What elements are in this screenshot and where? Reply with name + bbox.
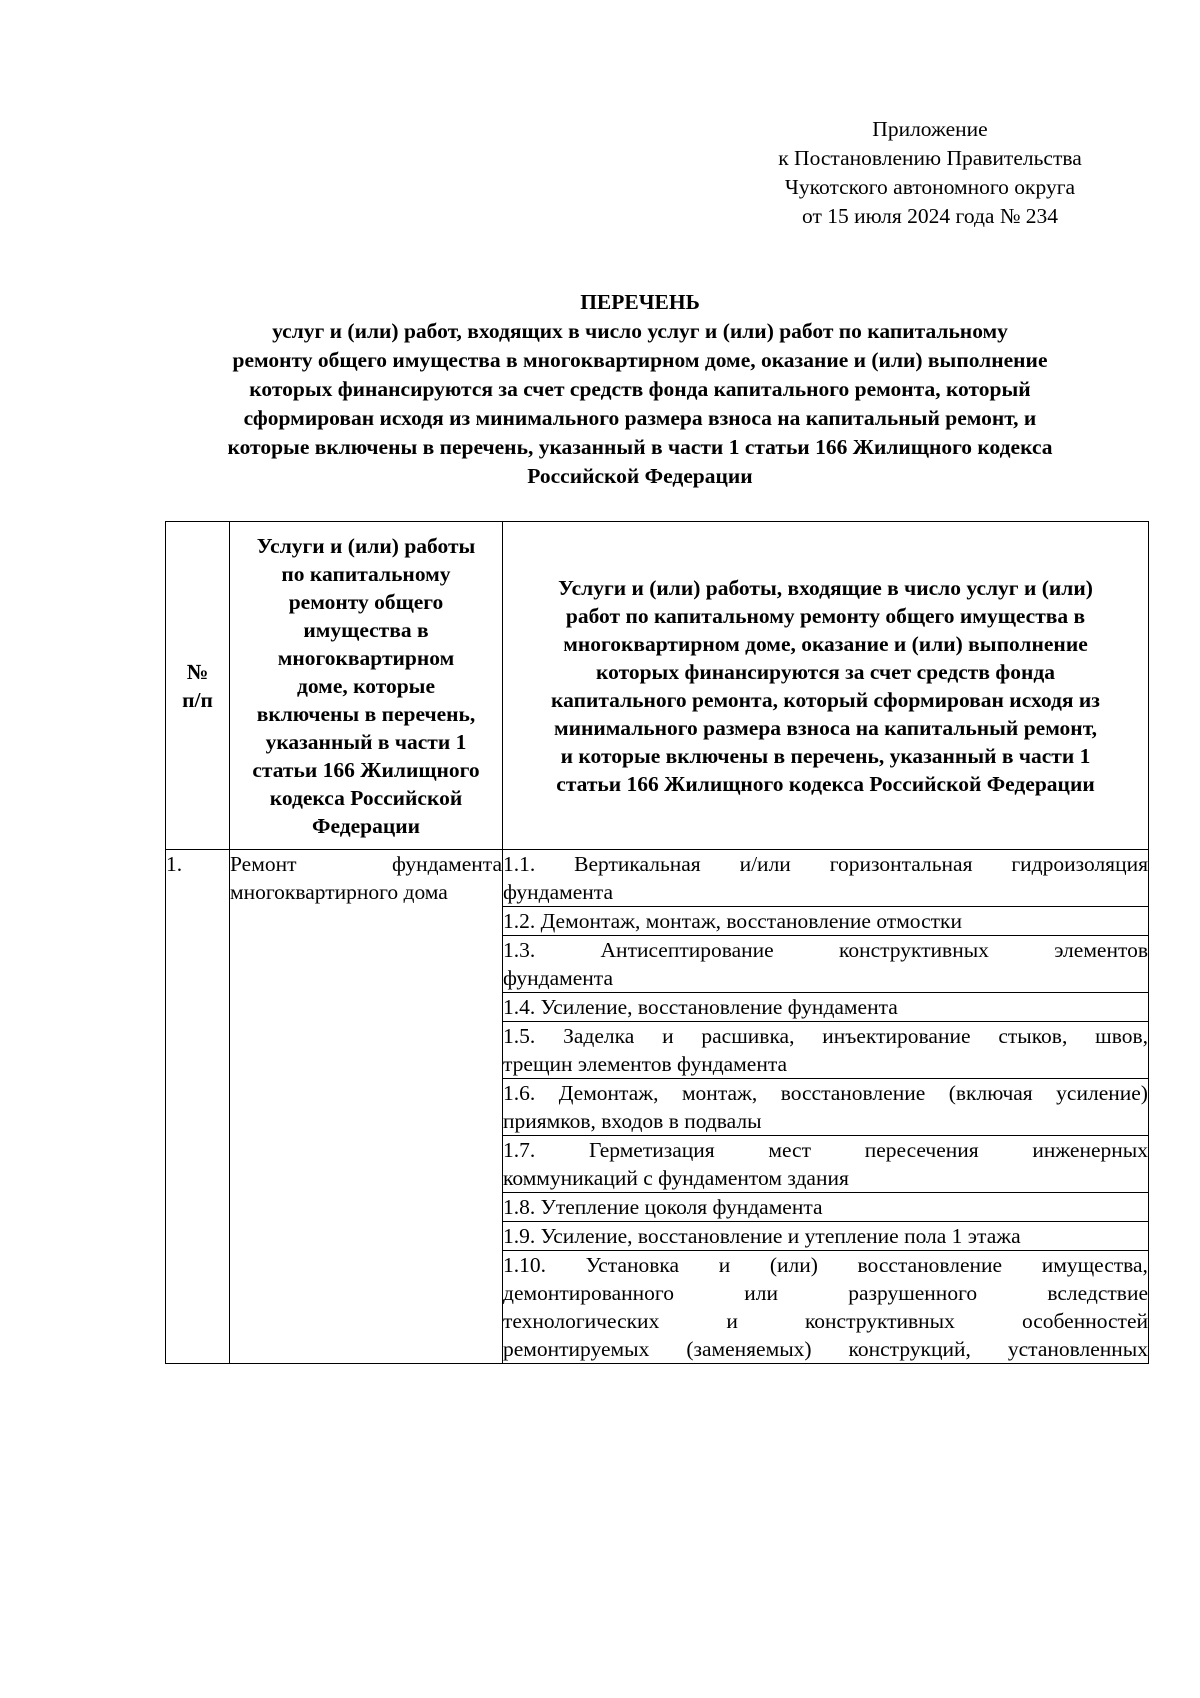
item-word: Установка <box>585 1253 680 1277</box>
item-line <box>503 907 1148 935</box>
document-title <box>160 288 1120 491</box>
header-number <box>166 522 230 850</box>
item-word: 1.10. <box>503 1253 546 1277</box>
item-word: (включая <box>948 1081 1033 1105</box>
title-line: Российской Федерации <box>527 464 753 488</box>
item-word: инженерных <box>1032 1138 1148 1162</box>
sub-work-item <box>503 1222 1149 1251</box>
header-line: работ по капитальному ремонту общего имущества в <box>565 603 1086 628</box>
item-line <box>503 936 1148 964</box>
title-line: ремонту общего имущества в многоквартирном доме, оказание и (или) выполнение <box>232 348 1048 372</box>
work-category-line <box>230 850 502 878</box>
sub-work-item <box>503 1251 1149 1364</box>
header-line: имущества в <box>303 617 429 642</box>
item-word: 1.8. Утепление цоколя фундамента <box>503 1195 823 1219</box>
item-word: 1.2. Демонтаж, монтаж, восстановление отмостки <box>503 909 962 933</box>
header-line: Услуги и (или) работы, входящие в число услуг и (или) <box>558 575 1093 600</box>
work-word: Ремонт <box>230 852 297 876</box>
item-word: ремонтируемых <box>503 1337 650 1361</box>
appendix-line: к Постановлению Правительства <box>778 146 1082 170</box>
item-line <box>503 1164 1148 1192</box>
table-header-row <box>166 522 1149 850</box>
item-word: фундамента <box>503 880 613 904</box>
item-word: мест <box>768 1138 811 1162</box>
item-line <box>503 964 1148 992</box>
item-word: 1.6. <box>503 1081 536 1105</box>
item-word: швов, <box>1095 1024 1148 1048</box>
item-line <box>503 1251 1148 1279</box>
header-line: п/п <box>182 687 213 712</box>
item-word: 1.1. <box>503 852 536 876</box>
item-line <box>503 993 1148 1021</box>
item-word: фундамента <box>503 966 613 990</box>
item-word: технологических <box>503 1309 660 1333</box>
sub-work-item <box>503 1022 1149 1079</box>
header-line: доме, которые <box>296 673 436 698</box>
header-line: капитального ремонта, который сформирован исходя из <box>551 687 1100 712</box>
item-word: конструктивных <box>838 938 989 962</box>
item-word: расшивка, <box>701 1024 795 1048</box>
row-number-cell <box>166 850 230 1364</box>
title-line: которых финансируются за счет средств фонда капитального ремонта, который <box>249 377 1031 401</box>
header-line: № <box>186 659 209 684</box>
item-line <box>503 1335 1148 1363</box>
sub-work-item <box>503 850 1149 907</box>
item-line <box>503 1022 1148 1050</box>
title-line: которые включены в перечень, указанный в части 1 статьи 166 Жилищного кодекса <box>227 435 1053 459</box>
appendix-block <box>690 115 1170 231</box>
item-word: и <box>726 1309 738 1333</box>
header-line: Услуги и (или) работы <box>256 533 476 558</box>
appendix-line: от 15 июля 2024 года № 234 <box>802 204 1058 228</box>
item-word: конструкций, <box>848 1337 971 1361</box>
item-word: или <box>744 1281 778 1305</box>
work-category-line: многоквартирного дома <box>230 880 448 904</box>
header-line: многоквартирном доме, оказание и (или) выполнение <box>563 631 1088 656</box>
item-line <box>503 1079 1148 1107</box>
item-word: 1.3. <box>503 938 536 962</box>
header-line: многоквартирном <box>277 645 455 670</box>
item-word: элементов <box>1054 938 1148 962</box>
item-word: инъектирование <box>822 1024 971 1048</box>
header-sub-works <box>503 522 1149 850</box>
header-line: которых финансируются за счет средств фонда <box>596 659 1055 684</box>
sub-work-item <box>503 1193 1149 1222</box>
header-line: по капитальному <box>281 561 451 586</box>
item-word: восстановление <box>780 1081 926 1105</box>
work-word: фундамента <box>392 852 502 876</box>
title-line: услуг и (или) работ, входящих в число услуг и (или) работ по капитальному <box>272 319 1008 343</box>
item-word: (или) <box>769 1253 818 1277</box>
item-word: пересечения <box>864 1138 979 1162</box>
item-word: установленных <box>1007 1337 1148 1361</box>
item-word: конструктивных <box>804 1309 955 1333</box>
item-word: демонтированного <box>503 1281 674 1305</box>
header-line: Федерации <box>311 813 420 838</box>
item-line <box>503 1222 1148 1250</box>
services-table <box>165 521 1149 1364</box>
item-word: Заделка <box>563 1024 635 1048</box>
item-word: (заменяемых) <box>686 1337 812 1361</box>
item-word: 1.4. Усиление, восстановление фундамента <box>503 995 898 1019</box>
item-word: вследствие <box>1047 1281 1148 1305</box>
sub-work-item <box>503 936 1149 993</box>
header-work-category <box>230 522 503 850</box>
header-line: и которые включены в перечень, указанный в части 1 <box>560 743 1091 768</box>
header-line: минимального размера взноса на капитальный ремонт, <box>553 715 1098 740</box>
item-line <box>503 850 1148 878</box>
header-line: ремонту общего <box>288 589 444 614</box>
item-word: 1.7. <box>503 1138 536 1162</box>
header-line: статьи 166 Жилищного <box>252 757 480 782</box>
item-word: гидроизоляция <box>1011 852 1148 876</box>
item-word: и/или <box>739 852 791 876</box>
item-word: монтаж, <box>681 1081 758 1105</box>
header-line: статьи 166 Жилищного кодекса Российской Федерации <box>556 771 1095 796</box>
item-word: имущества, <box>1041 1253 1148 1277</box>
item-word: Герметизация <box>588 1138 715 1162</box>
item-line <box>503 1307 1148 1335</box>
item-word: горизонтальная <box>829 852 973 876</box>
row-number: 1. <box>166 852 183 876</box>
item-line <box>503 1050 1148 1078</box>
appendix-line: Чукотского автономного округа <box>784 175 1076 199</box>
sub-work-item <box>503 907 1149 936</box>
item-word: усиление) <box>1056 1081 1148 1105</box>
item-line <box>503 1279 1148 1307</box>
item-word: Вертикальная <box>574 852 701 876</box>
item-line <box>503 878 1148 906</box>
item-line <box>503 1136 1148 1164</box>
item-word: 1.9. Усиление, восстановление и утепление пола 1 этажа <box>503 1224 1021 1248</box>
table-row <box>166 850 1149 907</box>
item-word: стыков, <box>998 1024 1068 1048</box>
header-line: указанный в части 1 <box>265 729 467 754</box>
item-word: 1.5. <box>503 1024 536 1048</box>
sub-work-item <box>503 1079 1149 1136</box>
sub-work-item <box>503 1136 1149 1193</box>
header-line: кодекса Российской <box>269 785 463 810</box>
item-line <box>503 1193 1148 1221</box>
item-word: и <box>718 1253 731 1277</box>
item-word: коммуникаций с фундаментом здания <box>503 1166 849 1190</box>
title-heading: ПЕРЕЧЕНЬ <box>580 290 700 314</box>
header-line: включены в перечень, <box>256 701 476 726</box>
item-word: разрушенного <box>848 1281 978 1305</box>
item-word: Антисептирование <box>600 938 774 962</box>
item-word: особенностей <box>1021 1309 1148 1333</box>
item-word: трещин элементов фундамента <box>503 1052 788 1076</box>
appendix-line: Приложение <box>872 117 988 141</box>
item-line <box>503 1107 1148 1135</box>
item-word: и <box>662 1024 674 1048</box>
item-word: восстановление <box>857 1253 1003 1277</box>
item-word: Демонтаж, <box>558 1081 659 1105</box>
item-word: приямков, входов в подвалы <box>503 1109 762 1133</box>
title-line: сформирован исходя из минимального размера взноса на капитальный ремонт, и <box>243 406 1037 430</box>
sub-work-item <box>503 993 1149 1022</box>
work-category-cell <box>230 850 503 1364</box>
